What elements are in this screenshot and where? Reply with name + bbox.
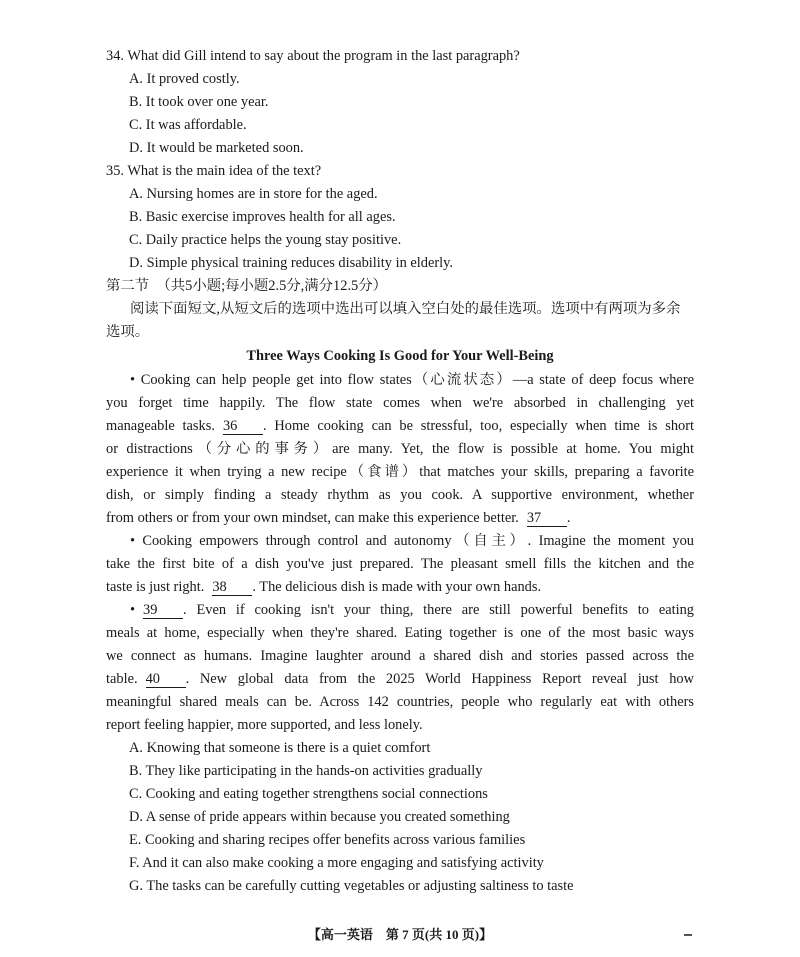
p3-line4 [106,669,694,689]
p1-line5: experience it when trying a new recipe（食谱）that matches your skills, preparing a favorite [106,464,694,480]
page-footer: 【高一英语 第 7 页(共 10 页)】 [307,927,493,942]
question-34-option-d: D. It would be marketed soon. [129,140,304,156]
question-35-option-d: D. Simple physical training reduces disability in elderly. [129,255,453,271]
blank-37: 37 [527,510,567,527]
p1-line3-start: manageable tasks. [106,418,215,434]
p1-line3 [106,416,694,436]
p2-line3-end: . The delicious dish is made with your own hands. [252,579,542,595]
blank-38: 38 [212,579,252,596]
choice-e: E. Cooking and sharing recipes offer benefits across various families [129,832,526,848]
choice-f: F. And it can also make cooking a more engaging and satisfying activity [129,855,544,871]
p1-line4: or distractions（分心的事务）are many. Yet, the flow is possible at home. You might [106,441,694,457]
question-35-option-b: B. Basic exercise improves health for all ages. [129,209,396,225]
p1-line2: you forget time happily. The flow state comes when we're absorbed in challenging yet [106,395,694,411]
section-instruction-line1: 阅读下面短文,从短文后的选项中选出可以填入空白处的最佳选项。选项中有两项为多余 [130,301,681,317]
section-heading: 第二节 （共5小题;每小题2.5分,满分12.5分） [106,278,388,294]
choice-c: C. Cooking and eating together strengthens social connections [129,786,488,802]
blank-36: 36 [223,418,263,435]
blank-40: 40 [146,671,186,688]
p2-line1: • Cooking empowers through control and autonomy（自主）. Imagine the moment you [130,533,694,549]
p1-line7-start: from others or from your own mindset, can make this experience better. [106,510,519,526]
question-34-stem: 34. What did Gill intend to say about the program in the last paragraph? [106,48,520,64]
p1-line6: dish, or simply finding a steady rhythm as you cook. A supportive environment, whether [106,487,694,503]
question-35-option-c: C. Daily practice helps the young stay positive. [129,232,402,248]
p1-line7 [106,508,694,528]
question-35-stem: 35. What is the main idea of the text? [106,163,322,179]
p3-line4-start: table. [106,671,138,687]
p3-line1-end: . Even if cooking isn't your thing, there are still powerful benefits to eating [183,602,694,618]
question-34-option-b: B. It took over one year. [129,94,269,110]
p3-line4-end: . New global data from the 2025 World Happiness Report reveal just how [185,671,694,687]
p2-line2: take the first bite of a dish you've just prepared. The pleasant smell fills the kitchen and the [106,556,694,572]
question-34-option-c: C. It was affordable. [129,117,247,133]
p3-line3: we connect as humans. Imagine laughter around a shared dish and stories passed across the [106,648,694,664]
choice-g: G. The tasks can be carefully cutting vegetables or adjusting saltiness to taste [129,878,574,894]
section-instruction-line2: 选项。 [106,324,150,340]
p3-line6: report feeling happier, more supported, and less lonely. [106,717,423,733]
question-35-option-a: A. Nursing homes are in store for the aged. [129,186,378,202]
p1-line1: • Cooking can help people get into flow states（心流状态）—a state of deep focus where [130,372,694,388]
p3-line1-bullet: • [130,602,136,618]
p3-line2: meals at home, especially when they're shared. Eating together is one of the most basic ways [106,625,694,641]
passage-title: Three Ways Cooking Is Good for Your Well-Being [246,348,554,364]
p1-line3-end: . Home cooking can be stressful, too, especially when time is short [262,418,694,434]
question-34-option-a: A. It proved costly. [129,71,240,87]
blank-39: 39 [143,602,183,619]
choice-d: D. A sense of pride appears within because you created something [129,809,510,825]
choice-a: A. Knowing that someone is there is a quiet comfort [129,740,431,756]
choice-b: B. They like participating in the hands-on activities gradually [129,763,483,779]
p2-line3-start: taste is just right. [106,579,205,595]
p3-line5: meaningful shared meals can be. Across 142 countries, people who regularly eat with others [106,694,694,710]
p3-line1 [130,600,694,620]
corner-mark [684,934,692,936]
p1-line7-end: . [566,510,571,526]
p2-line3 [106,577,694,597]
